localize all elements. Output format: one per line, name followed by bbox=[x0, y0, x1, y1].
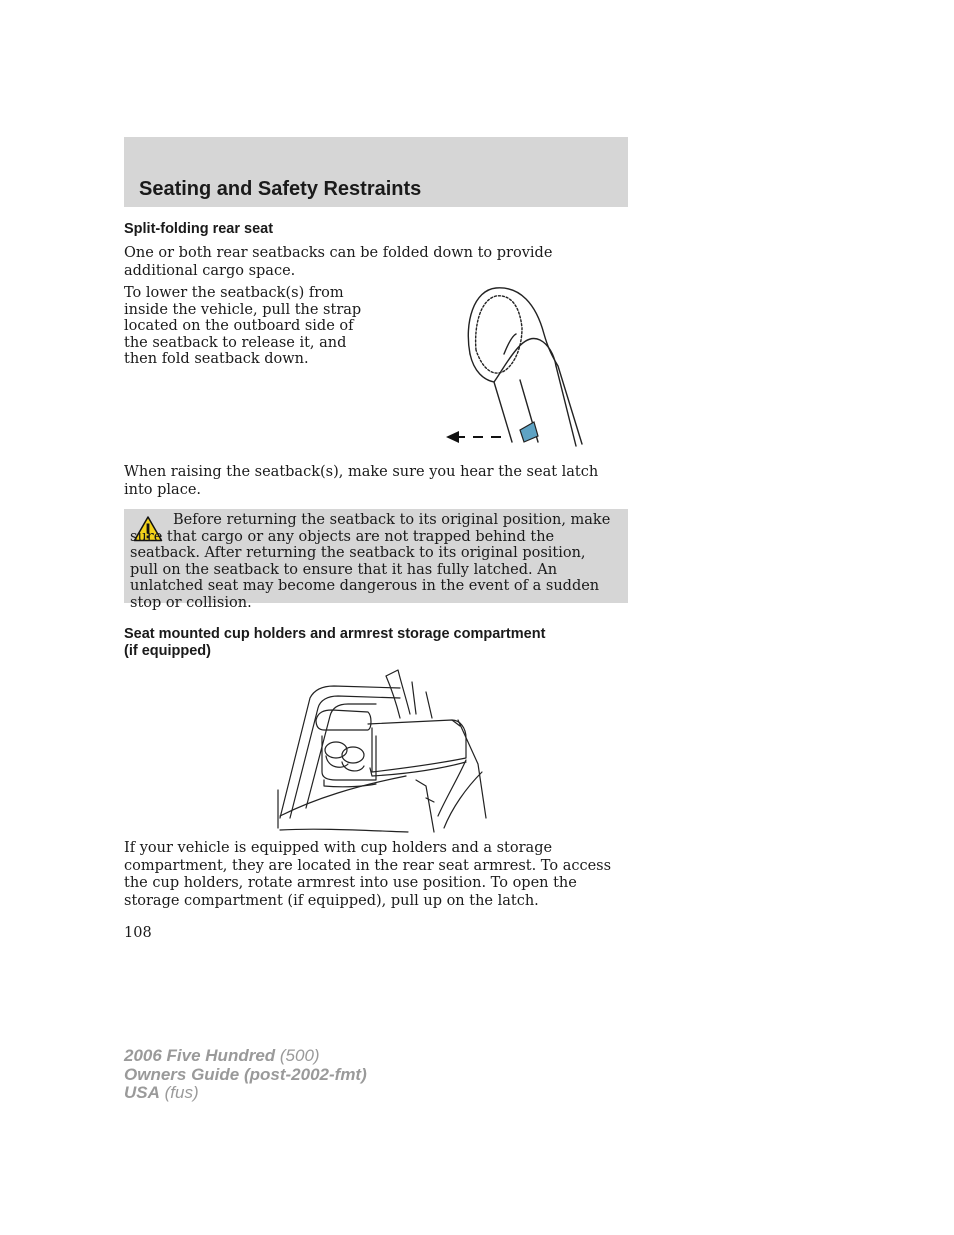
footer-line3: USA (fus) bbox=[124, 1083, 199, 1102]
split-seat-intro: One or both rear seatbacks can be folded down to provide additional cargo space. bbox=[124, 245, 553, 279]
split-seat-lower-instructions: To lower the seatback(s) from inside the vehicle, pull the strap located on the outboard side of the seatback to release it, and then fold seatback down. bbox=[124, 285, 362, 367]
footer-line1: 2006 Five Hundred (500) bbox=[124, 1046, 320, 1065]
section-title: Seating and Safety Restraints bbox=[139, 178, 422, 200]
split-seat-heading: Split-folding rear seat bbox=[124, 221, 274, 237]
split-seat-raise-note: When raising the seatback(s), make sure you hear the seat latch into place. bbox=[124, 464, 599, 498]
footer-line2: Owners Guide (post-2002-fmt) bbox=[124, 1064, 367, 1084]
document-footer bbox=[124, 1047, 367, 1103]
armrest-cupholder-illustration bbox=[276, 668, 488, 834]
arrow-left-icon bbox=[446, 431, 459, 443]
cup-holders-heading-line1: Seat mounted cup holders and armrest storage compartment bbox=[124, 626, 546, 642]
warning-box bbox=[124, 509, 628, 611]
cup-holders-body: If your vehicle is equipped with cup holders and a storage compartment, they are located in the rear seat armrest. To access the cup holders, rotate armrest into use position. To open the storage compartment (if equipped), pull up on the latch. bbox=[124, 840, 612, 909]
cup-holders-heading bbox=[124, 626, 545, 660]
seatback-fold-illustration bbox=[440, 282, 590, 450]
release-strap-icon bbox=[520, 422, 538, 442]
page-number: 108 bbox=[124, 925, 152, 941]
cup-holders-heading-line2: (if equipped) bbox=[124, 643, 211, 659]
warning-text: Before returning the seatback to its original position, make sure that cargo or any objects are not trapped behind the seatback. After returning the seatback to its original position, pull on the seatback to ensure that it has fully latched. An unlatched seat may become dangerous in the event of a sudden stop or collision. bbox=[130, 512, 611, 611]
